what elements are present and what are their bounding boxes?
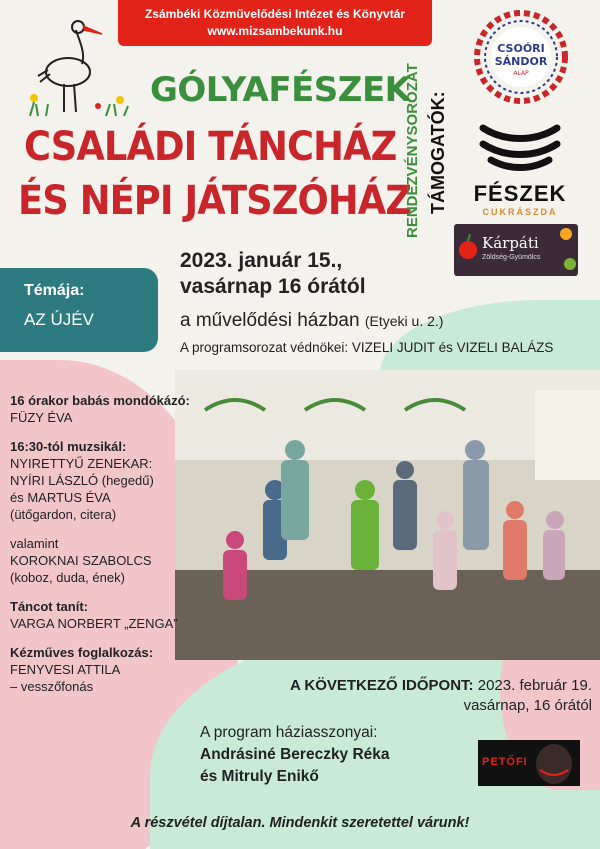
next-label: A KÖVETKEZŐ IDŐPONT: bbox=[289, 677, 474, 694]
petofi-name: PETŐFI bbox=[482, 756, 528, 768]
event-date-line2: vasárnap 16 órától bbox=[180, 275, 366, 298]
program-heading: Táncot tanít: bbox=[10, 599, 88, 614]
karpati-name: Kárpáti bbox=[482, 234, 539, 252]
feszek-cukraszda-logo bbox=[460, 118, 580, 218]
hosts bbox=[200, 722, 390, 788]
dance-photo bbox=[175, 370, 600, 660]
next-date: 2023. február 19. bbox=[477, 677, 592, 694]
footer-message: A részvétel díjtalan. Mindenkit szeretettel várunk! bbox=[130, 815, 470, 831]
hosts-line2: és Mitruly Enikő bbox=[200, 768, 319, 785]
karpati-sub: Zöldség-Gyümölcs bbox=[482, 254, 541, 261]
institution-name: Zsámbéki Közművelődési Intézet és Könyvtár bbox=[144, 7, 406, 21]
csoori-sandor-logo bbox=[472, 8, 570, 106]
program-item bbox=[10, 392, 190, 426]
event-venue bbox=[180, 310, 443, 332]
program-heading: 16 órakor babás mondókázó: bbox=[10, 393, 190, 408]
petofi-logo bbox=[478, 740, 580, 786]
program-line: VARGA NORBERT „ZENGA” bbox=[10, 616, 178, 631]
program-line: NYIRETTYŰ ZENEKAR: bbox=[10, 456, 153, 471]
venue-name: a művelődési házban bbox=[180, 310, 360, 331]
program-heading: Kézműves foglalkozás: bbox=[10, 645, 154, 660]
website-link[interactable]: www.mizsambekunk.hu bbox=[207, 24, 343, 38]
topic-box bbox=[0, 268, 158, 352]
feszek-sub: CUKRÁSZDA bbox=[482, 207, 558, 217]
csoori-line1: CSOÓRI bbox=[497, 42, 545, 55]
event-patrons: A programsorozat védnökei: VIZELI JUDIT és VIZELI BALÁZS bbox=[180, 340, 554, 355]
event-date-line1: 2023. január 15., bbox=[180, 249, 343, 272]
program-heading: 16:30-tól muzsikál: bbox=[10, 439, 127, 454]
program-line: NYÍRI LÁSZLÓ (hegedű) bbox=[10, 473, 154, 488]
hosts-label: A program háziasszonyai: bbox=[200, 724, 378, 741]
program-line: KOROKNAI SZABOLCS bbox=[10, 553, 152, 568]
topic-label: Témája: bbox=[24, 282, 85, 299]
header-banner bbox=[118, 0, 432, 46]
program-list bbox=[10, 392, 190, 695]
hosts-line1: Andrásiné Bereczky Réka bbox=[200, 746, 390, 763]
program-line: FENYVESI ATTILA bbox=[10, 662, 121, 677]
karpati-logo bbox=[454, 224, 578, 276]
program-item bbox=[10, 598, 190, 632]
csoori-line3: ALAP bbox=[513, 70, 529, 77]
program-line: (ütőgardon, citera) bbox=[10, 507, 117, 522]
csoori-line2: SÁNDOR bbox=[494, 55, 548, 68]
program-line: – vesszőfonás bbox=[10, 679, 94, 694]
program-line: (koboz, duda, ének) bbox=[10, 570, 125, 585]
venue-address: (Etyeki u. 2.) bbox=[364, 313, 444, 329]
program-line: FÜZY ÉVA bbox=[10, 410, 73, 425]
next-time: vasárnap, 16 órától bbox=[463, 697, 592, 714]
title-line-3: ÉS NÉPI JÁTSZÓHÁZ bbox=[18, 178, 412, 224]
title-line-2: CSALÁDI TÁNCHÁZ bbox=[24, 124, 397, 170]
title-line-1: GÓLYAFÉSZEK bbox=[150, 70, 411, 110]
stork-illustration-icon bbox=[20, 14, 140, 124]
event-date bbox=[180, 248, 366, 300]
program-item bbox=[10, 644, 190, 695]
feszek-name: FÉSZEK bbox=[473, 181, 567, 206]
program-line: valamint bbox=[10, 536, 59, 551]
nest-icon bbox=[475, 118, 565, 172]
series-label-vertical: RENDEZVÉNYSOROZAT bbox=[404, 63, 421, 238]
program-item bbox=[10, 438, 190, 523]
sponsors-label-vertical: TÁMOGATÓK: bbox=[428, 91, 448, 214]
topic-value: AZ ÚJÉV bbox=[24, 310, 94, 329]
program-line: és MARTUS ÉVA bbox=[10, 490, 111, 505]
program-item bbox=[10, 535, 190, 586]
next-event bbox=[262, 676, 592, 716]
